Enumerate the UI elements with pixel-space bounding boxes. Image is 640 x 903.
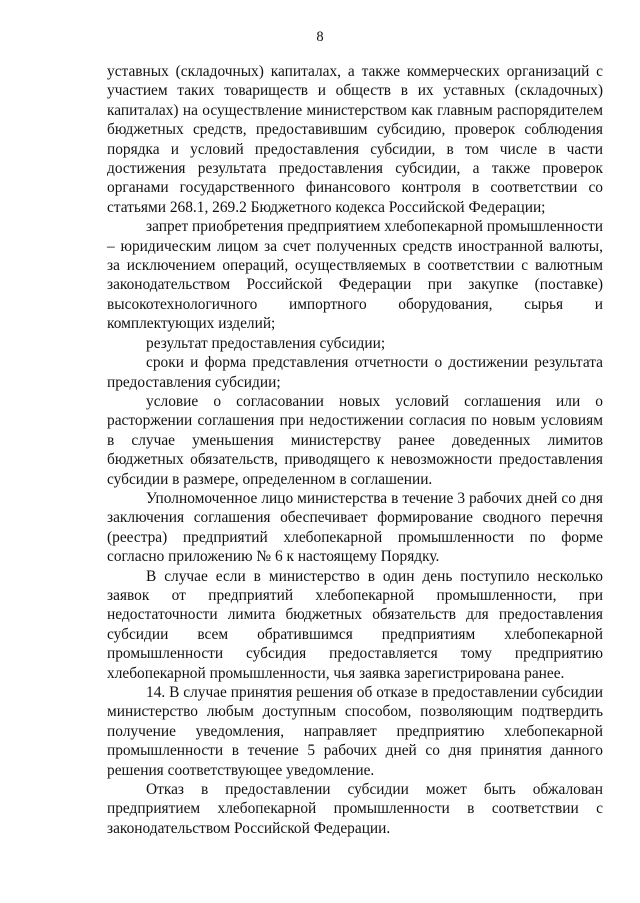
page-number: 8 xyxy=(316,29,324,45)
paragraph-agreement-conditions: условие о согласовании новых условий соглашения или о расторжении соглашения при недостижении согласия по новым условиям в случае уменьшения министерству ранее доведенных лимитов бюджетных обязательств, приводящего к невозможности предоставления субсидии в размере, определенном в соглашении. xyxy=(107,392,603,488)
paragraph-registry-formation: Уполномоченное лицо министерства в течение 3 рабочих дней со дня заключения соглашения обеспечивает формирование сводного перечня (реестра) предприятий хлебопекарной промышленности по форме согласно приложению № 6 к настоящему Порядку. xyxy=(107,489,603,566)
paragraph-refusal-appeal: Отказ в предоставлении субсидии может быть обжалован предприятием хлебопекарной промышленности в соответствии с законодательством Российской Федерации. xyxy=(107,781,603,837)
paragraph-refusal-notice: 14. В случае принятия решения об отказе в предоставлении субсидии министерство любым доступным способом, позволяющим подтвердить получение уведомления, направляет предприятию хлебопекарной промышленности в течение 5 рабочих дней со дня принятия данного решения соответствующее уведомление. xyxy=(107,684,603,779)
paragraph-subsidy-result: результат предоставления субсидии; xyxy=(146,334,386,352)
paragraph-currency-ban: запрет приобретения предприятием хлебопекарной промышленности – юридическим лицом за счет полученных средств иностранной валюты, за исключением операций, осуществляемых в соответствии с валютным законодательством Российской Федерации при закупке (поставке) высокотехнологичного импортного оборудования, сырья и комплектующих изделий; xyxy=(107,218,603,333)
paragraph-continuation: уставных (складочных) капиталах, а также коммерческих организаций с участием таких товариществ и обществ в их уставных (складочных) капиталах) на осуществление министерством как главным распорядителем бюджетных средств, предоставившим субсидию, проверок соблюдения порядка и условий предоставления субсидии, в том числе в части достижения результата предоставления субсидии, а также проверок органами государственного финансового контроля в соответствии со статьями 268.1, 269.2 Бюджетного кодекса Российской Федерации; xyxy=(107,63,603,216)
paragraph-same-day-applications: В случае если в министерство в один день поступило несколько заявок от предприятий хлебопекарной промышленности, при недостаточности лимита бюджетных обязательств для предоставления субсидии всем обратившимся предприятиям хлебопекарной промышленности субсидия предоставляется тому предприятию хлебопекарной промышленности, чья заявка зарегистрирована ранее. xyxy=(107,567,603,682)
document-body xyxy=(107,62,603,838)
paragraph-reporting-terms: сроки и форма представления отчетности о достижении результата предоставления субсидии; xyxy=(107,354,603,391)
